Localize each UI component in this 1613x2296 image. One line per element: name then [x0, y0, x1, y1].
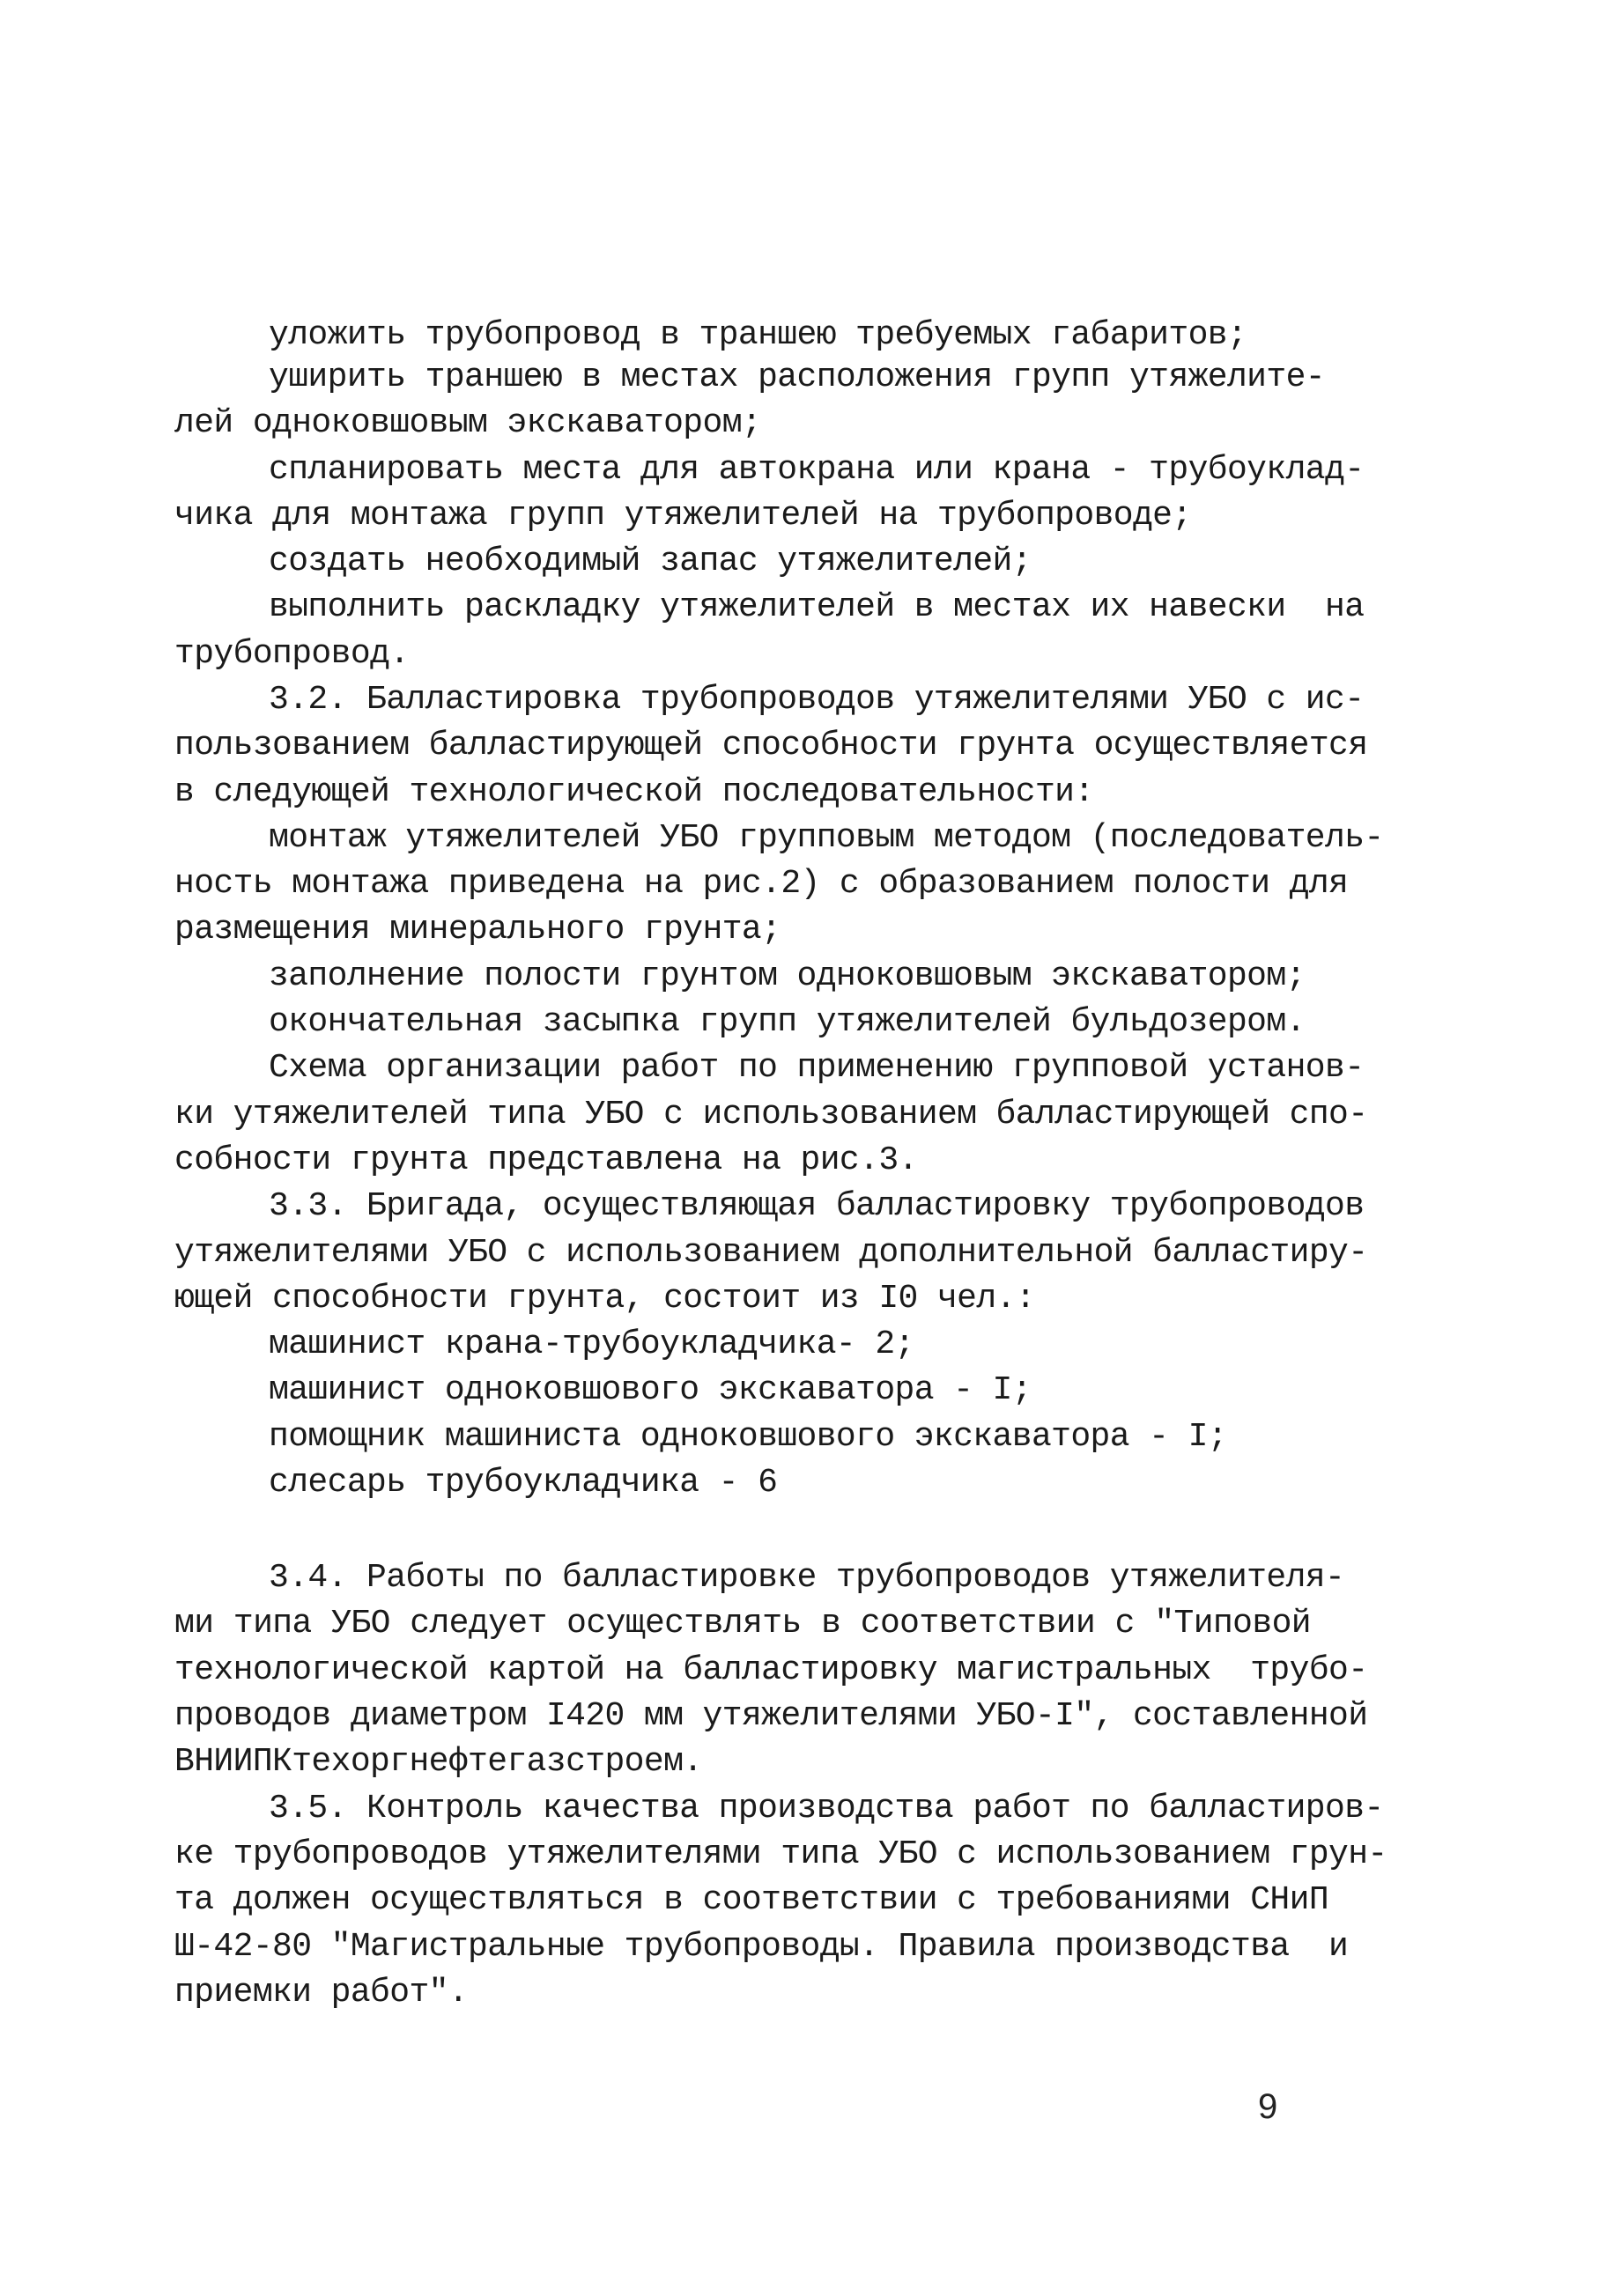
text-line: 3.4. Работы по балластировке трубопроводов утяжелителя-	[269, 1559, 1345, 1597]
text-line: помощник машиниста одноковшового экскаватора - I;	[269, 1418, 1227, 1456]
text-line: машинист крана-трубоукладчика- 2;	[269, 1325, 914, 1363]
text-line: Схема организации работ по применению групповой установ-	[269, 1049, 1365, 1087]
text-line: технологической картой на балластировку магистральных трубо-	[174, 1651, 1368, 1689]
text-line: утяжелителями УБО с использованием дополнительной балластиру-	[174, 1234, 1368, 1272]
text-line: размещения минерального грунта;	[174, 911, 781, 949]
text-line: 3.2. Балластировка трубопроводов утяжелителями УБО с ис-	[269, 681, 1365, 719]
text-line: 3.5. Контроль качества производства работ по балластиров-	[269, 1790, 1384, 1827]
text-line: приемки работ".	[174, 1974, 469, 2012]
text-line: в следующей технологической последовательности:	[174, 773, 1094, 811]
text-line: ВНИИПКтехоргнефтегазстроем.	[174, 1743, 703, 1781]
text-line: заполнение полости грунтом одноковшовым экскаватором;	[269, 957, 1306, 995]
text-line: трубопровод.	[174, 635, 410, 673]
text-line: машинист одноковшового экскаватора - I;	[269, 1371, 1032, 1409]
text-line: чика для монтажа групп утяжелителей на трубопроводе;	[174, 497, 1192, 535]
text-line: собности грунта представлена на рис.3.	[174, 1141, 918, 1179]
text-line: окончательная засыпка групп утяжелителей бульдозером.	[269, 1003, 1306, 1041]
text-line: монтаж утяжелителей УБО групповым методом (последователь-	[269, 819, 1384, 857]
text-line: спланировать места для автокрана или крана - трубоуклад-	[269, 451, 1365, 489]
text-line: слесарь трубоукладчика - 6	[269, 1464, 778, 1502]
page-number: 9	[1258, 2087, 1278, 2126]
text-line: ке трубопроводов утяжелителями типа УБО с использованием грун-	[174, 1835, 1387, 1873]
text-line: та должен осуществляться в соответствии с требованиями СНиП	[174, 1881, 1329, 1919]
text-line: Ш-42-80 "Магистральные трубопроводы. Правила производства и	[174, 1928, 1349, 1966]
text-line: создать необходимый запас утяжелителей;	[269, 543, 1032, 580]
text-line: лей одноковшовым экскаватором;	[174, 404, 762, 442]
text-line: ми типа УБО следует осуществлять в соответствии с "Типовой	[174, 1605, 1311, 1643]
text-line: пользованием балластирующей способности грунта осуществляется	[174, 727, 1368, 764]
text-line: проводов диаметром I420 мм утяжелителями УБО-I", составленной	[174, 1697, 1368, 1735]
text-line: ность монтажа приведена на рис.2) с образованием полости для	[174, 865, 1349, 903]
text-line: уложить трубопровод в траншею требуемых габаритов;	[269, 316, 1247, 354]
text-line: выполнить раскладку утяжелителей в местах их навески на	[269, 588, 1365, 626]
text-line: ющей способности грунта, состоит из I0 чел.:	[174, 1280, 1035, 1318]
text-line: ки утяжелителей типа УБО с использованием балластирующей спо-	[174, 1096, 1368, 1133]
text-line: уширить траншею в местах расположения групп утяжелите-	[269, 358, 1326, 396]
text-line: 3.3. Бригада, осуществляющая балластировку трубопроводов	[269, 1187, 1365, 1225]
